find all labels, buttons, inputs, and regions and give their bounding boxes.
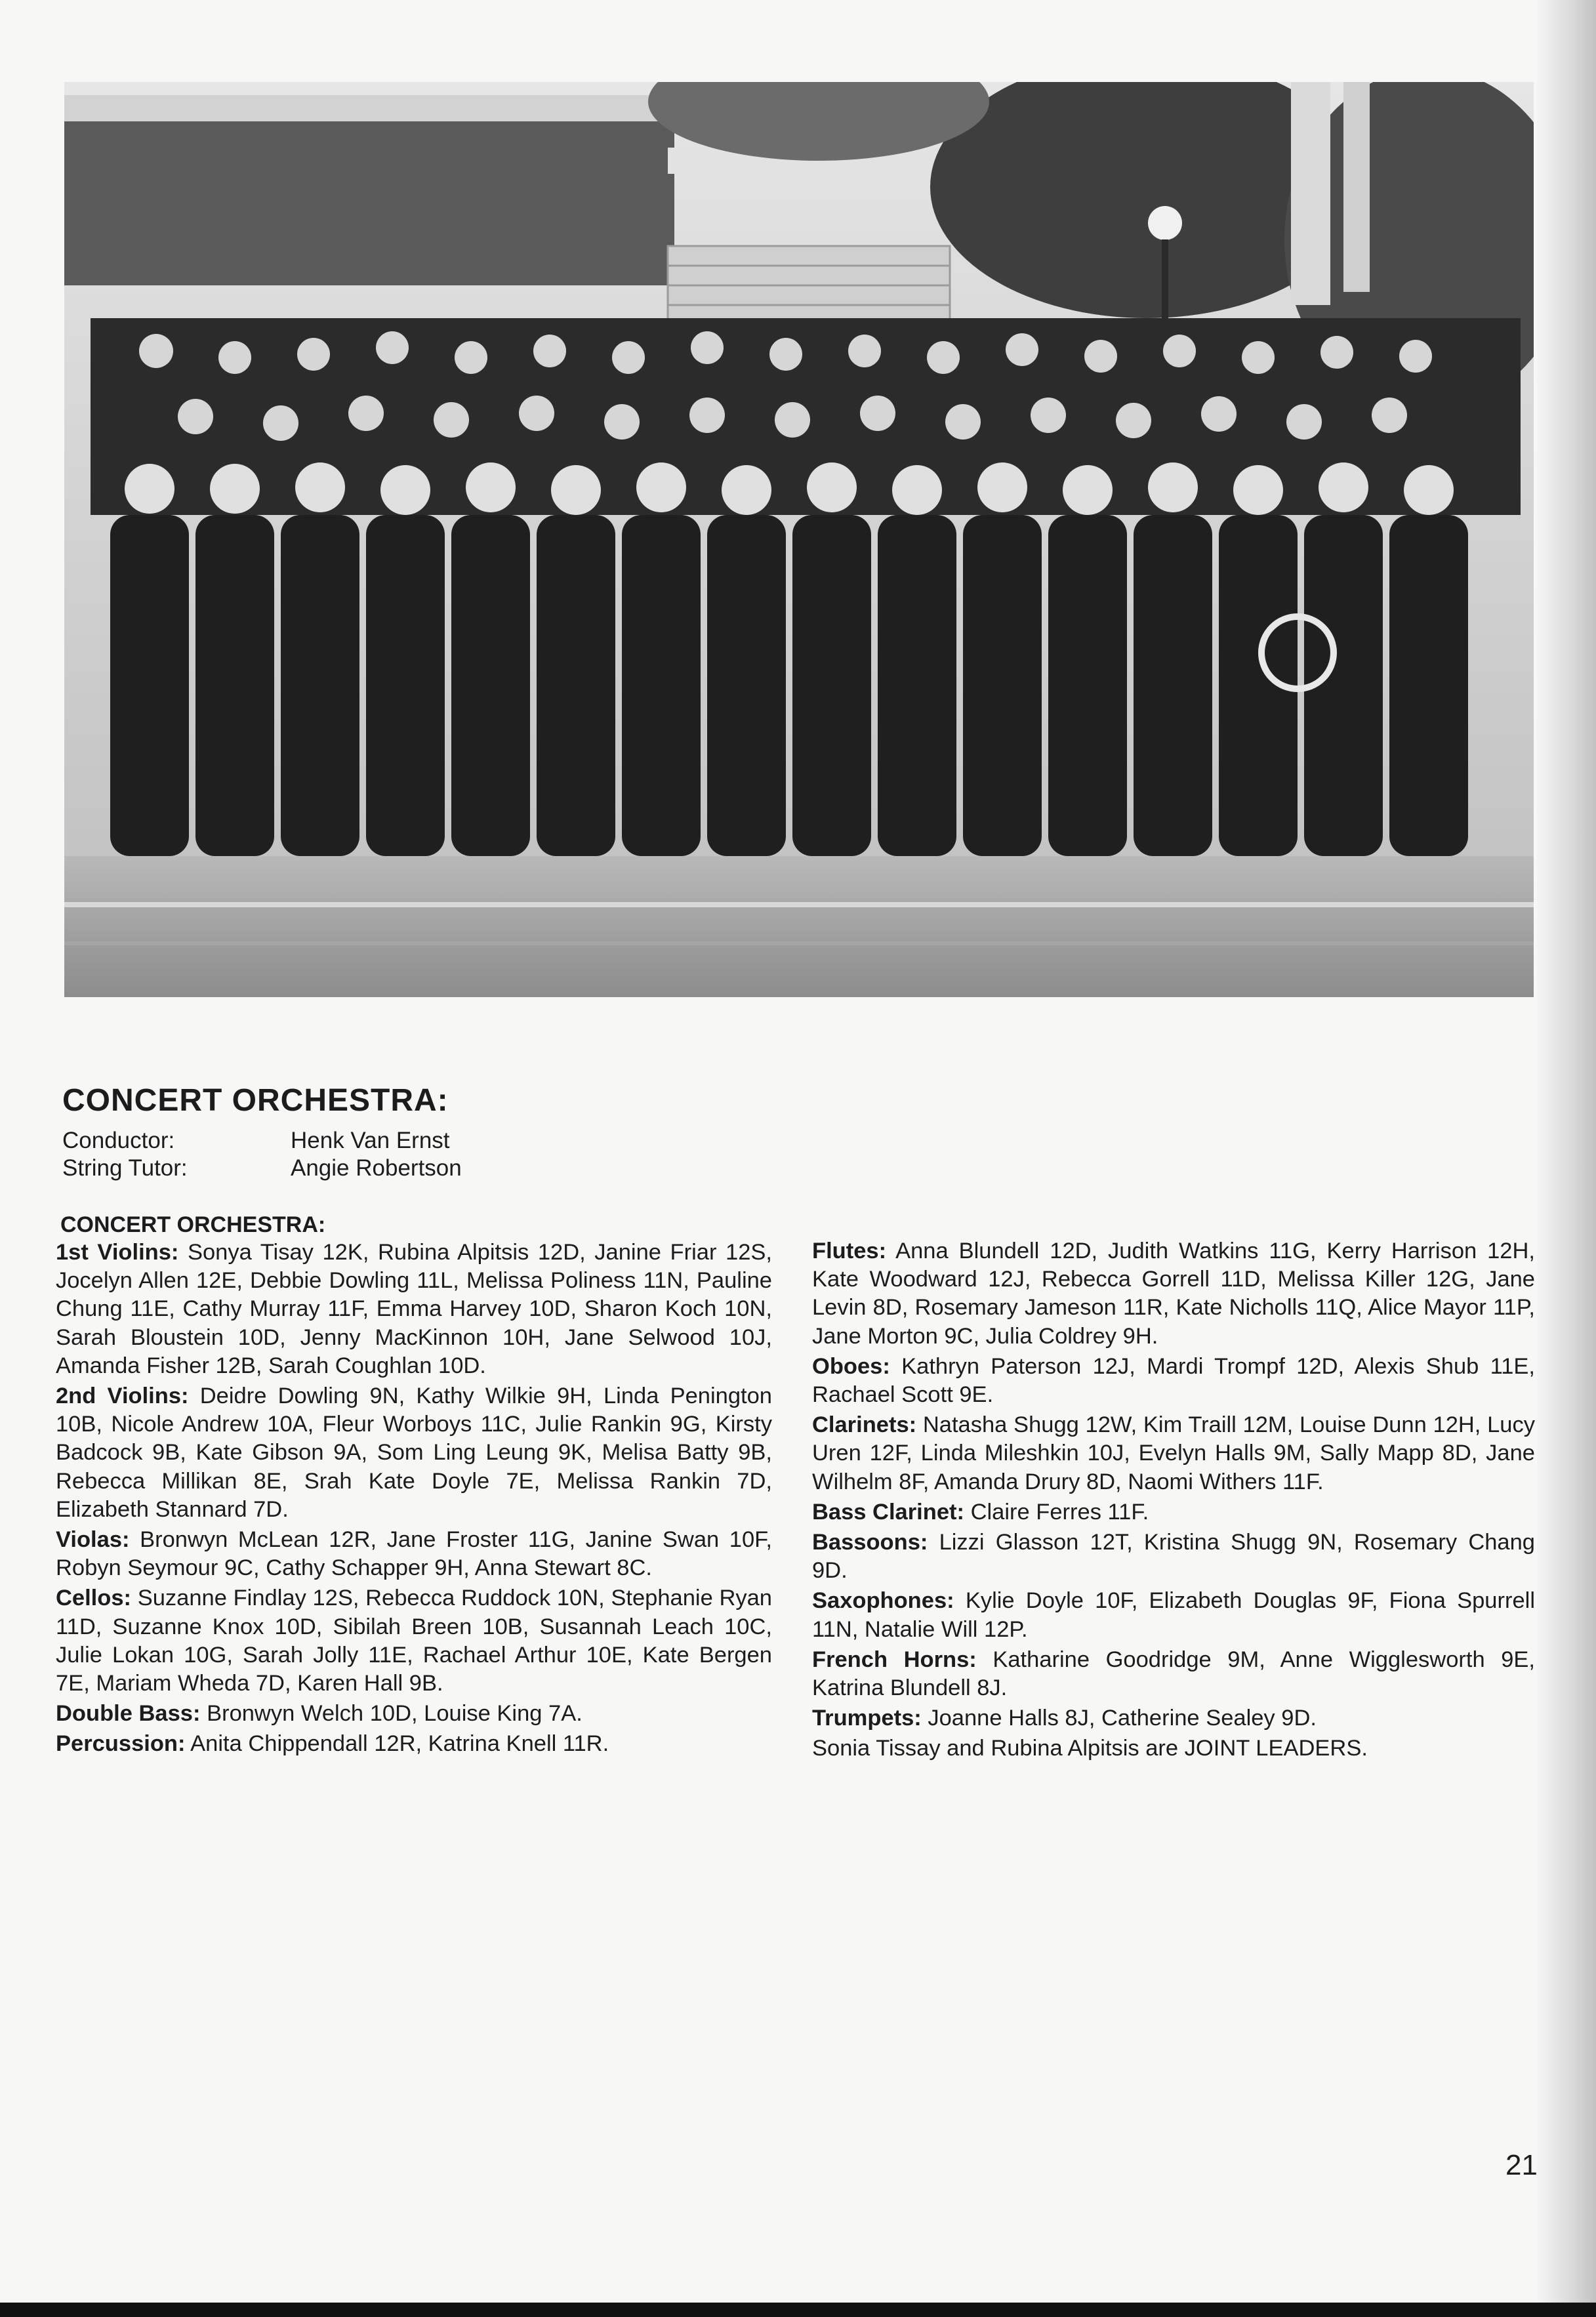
section-french-horns: [812, 1646, 1535, 1702]
section-text: Joanne Halls 8J, Catherine Sealey 9D.: [928, 1706, 1317, 1731]
section-label: Flutes:: [812, 1239, 887, 1263]
book-spine-shadow: [1537, 0, 1596, 2317]
left-column: [56, 1239, 772, 1761]
staff-role: String Tutor:: [62, 1155, 188, 1181]
section-text: Kylie Doyle 10F, Elizabeth Douglas 9F, Fiona Spurrell 11N, Natalie Will 12P.: [812, 1588, 1535, 1642]
page-bottom-edge: [0, 2303, 1596, 2317]
section-label: 1st Violins:: [56, 1240, 179, 1265]
right-column: [812, 1237, 1535, 1765]
section-label: Percussion:: [56, 1731, 186, 1757]
section-heading: CONCERT ORCHESTRA:: [60, 1212, 326, 1237]
section-text: Anna Blundell 12D, Judith Watkins 11G, Kerry Harrison 12H, Kate Woodward 12J, Rebecca Gorrell 11D, Melissa Killer 12G, Jane Levin 8D, Rosemary Jameson 11R, Kate Nicholls 11Q, Alice Mayor 11P, Jane Morton 9C, Julia Coldrey 9H.: [812, 1239, 1535, 1349]
section-text: Claire Ferres 11F.: [970, 1499, 1149, 1525]
section-label: Bass Clarinet:: [812, 1499, 964, 1525]
section-text: Sonya Tisay 12K, Rubina Alpitsis 12D, Janine Friar 12S, Jocelyn Allen 12E, Debbie Dowling 11L, Melissa Poliness 11N, Pauline Chung 11E, Cathy Murray 11F, Emma Harvey 10D, Sharon Koch 10N, Sarah Bloustein 10D, Jenny MacKinnon 10H, Jane Selwood 10J, Amanda Fisher 12B, Sarah Coughlan 10D.: [56, 1240, 772, 1378]
section-text: Lizzi Glasson 12T, Kristina Shugg 9N, Rosemary Chang 9D.: [812, 1530, 1535, 1584]
section-1st-violins: [56, 1239, 772, 1380]
section-label: Cellos:: [56, 1586, 132, 1611]
section-label: Violas:: [56, 1527, 130, 1553]
section-text: Bronwyn Welch 10D, Louise King 7A.: [207, 1701, 583, 1727]
staff-name: Angie Robertson: [291, 1155, 462, 1181]
staff-row: [62, 1155, 462, 1182]
section-percussion: [56, 1730, 772, 1758]
section-label: Trumpets:: [812, 1706, 922, 1731]
orchestra-group-photo: [64, 82, 1534, 997]
section-cellos: [56, 1584, 772, 1698]
section-saxophones: [812, 1587, 1535, 1643]
section-double-bass: [56, 1700, 772, 1728]
staff-row: [62, 1127, 462, 1155]
closing-note: Sonia Tissay and Rubina Alpitsis are JOINT LEADERS.: [812, 1736, 1368, 1761]
section-text: Katharine Goodridge 9M, Anne Wigglesworth 9E, Katrina Blundell 8J.: [812, 1647, 1535, 1701]
section-text: Deidre Dowling 9N, Kathy Wilkie 9H, Linda Penington 10B, Nicole Andrew 10A, Fleur Worboys 11C, Julie Rankin 9G, Kirsty Badcock 9B, Kate Gibson 9A, Som Ling Leung 9K, Melisa Batty 9B, Rebecca Millikan 8E, Srah Kate Doyle 7E, Melissa Rankin 7D, Elizabeth Stannard 7D.: [56, 1384, 772, 1522]
section-label: Oboes:: [812, 1353, 890, 1379]
section-clarinets: [812, 1411, 1535, 1496]
section-text: Anita Chippendall 12R, Katrina Knell 11R.: [190, 1731, 609, 1757]
section-2nd-violins: [56, 1382, 772, 1524]
staff-list: [62, 1127, 462, 1182]
page-number: 21: [1505, 2149, 1538, 2181]
section-label: Bassoons:: [812, 1530, 928, 1555]
section-text: Kathryn Paterson 12J, Mardi Trompf 12D, Alexis Shub 11E, Rachael Scott 9E.: [812, 1353, 1535, 1408]
section-violas: [56, 1526, 772, 1582]
staff-name: Henk Van Ernst: [291, 1128, 450, 1153]
staff-role: Conductor:: [62, 1128, 175, 1153]
section-label: 2nd Violins:: [56, 1384, 189, 1409]
section-label: Clarinets:: [812, 1412, 917, 1438]
section-label: French Horns:: [812, 1647, 977, 1672]
page-title: CONCERT ORCHESTRA:: [62, 1083, 449, 1118]
section-trumpets: [812, 1704, 1535, 1733]
section-flutes: [812, 1237, 1535, 1351]
section-text: Suzanne Findlay 12S, Rebecca Ruddock 10N, Stephanie Ryan 11D, Suzanne Knox 10D, Sibilah Breen 10B, Susannah Leach 10C, Julie Lokan 10G, Sarah Jolly 11E, Rachael Arthur 10E, Kate Bergen 7E, Mariam Wheda 7D, Karen Hall 9B.: [56, 1586, 772, 1696]
section-bassoons: [812, 1528, 1535, 1585]
section-bass-clarinet: [812, 1498, 1535, 1527]
section-text: Bronwyn McLean 12R, Jane Froster 11G, Janine Swan 10F, Robyn Seymour 9C, Cathy Schapper 9H, Anna Stewart 8C.: [56, 1527, 772, 1581]
section-label: Saxophones:: [812, 1588, 954, 1614]
section-text: Natasha Shugg 12W, Kim Traill 12M, Louise Dunn 12H, Lucy Uren 12F, Linda Mileshkin 10J, Evelyn Halls 9M, Sally Mapp 8D, Jane Wilhelm 8F, Amanda Drury 8D, Naomi Withers 11F.: [812, 1412, 1535, 1494]
section-label: Double Bass:: [56, 1701, 201, 1727]
section-oboes: [812, 1353, 1535, 1409]
